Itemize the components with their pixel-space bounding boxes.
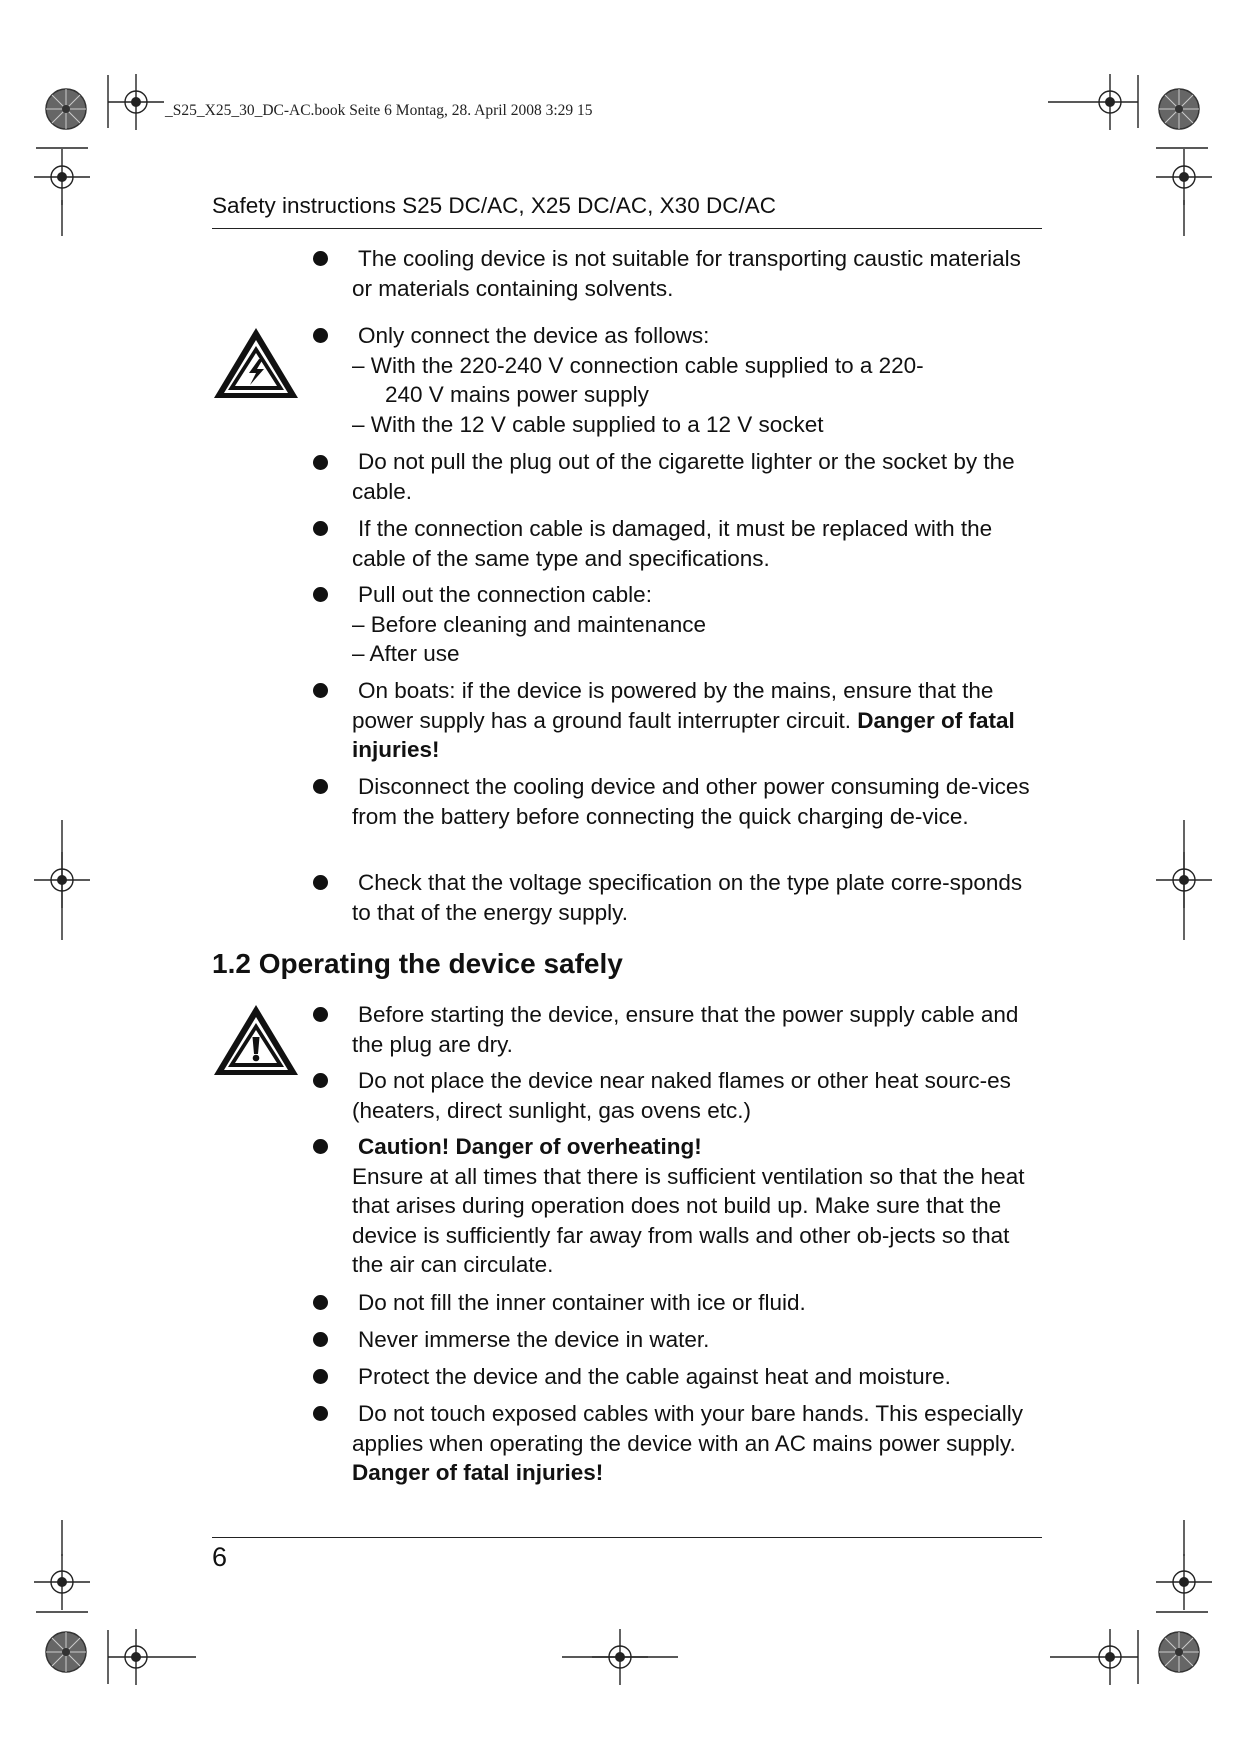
page-number: 6 xyxy=(212,1542,228,1572)
section-heading: 1.2 Operating the device safely xyxy=(212,948,623,979)
list-item: Protect the device and the cable against heat and moisture. xyxy=(358,1364,951,1389)
list-item: Do not place the device near naked flames or other heat sourc-es (heaters, direct sunlight, gas ovens etc.) xyxy=(352,1068,1011,1123)
list-item: Do not touch exposed cables with your bare hands. This especially applies when operating the device with an AC mains power supply. Danger of fatal injuries! xyxy=(352,1401,1023,1486)
running-header: Safety instructions S25 DC/AC, X25 DC/AC, X30 DC/AC xyxy=(212,193,776,218)
list-item: Never immerse the device in water. xyxy=(358,1327,710,1352)
list-item: Caution! Danger of overheating! Ensure at all times that there is sufficient ventilation so that the heat that arises during operation does not build up. Make sure that the device is sufficiently far away from walls and other ob-jects so that the air can circulate. xyxy=(352,1134,1025,1278)
list-item: On boats: if the device is powered by the mains, ensure that the power supply has a ground fault interrupter circuit. Danger of fatal injuries! xyxy=(352,678,1015,763)
print-info: _S25_X25_30_DC-AC.book Seite 6 Montag, 28. April 2008 3:29 15 xyxy=(165,102,593,119)
list-item: Before starting the device, ensure that the power supply cable and the plug are dry. xyxy=(352,1002,1019,1057)
list-item: Do not fill the inner container with ice or fluid. xyxy=(358,1290,806,1315)
list-item: Disconnect the cooling device and other power consuming de-vices from the battery before connecting the quick charging de-vice. xyxy=(352,774,1030,829)
list-item: Do not pull the plug out of the cigarette lighter or the socket by the cable. xyxy=(352,449,1015,504)
list-item: If the connection cable is damaged, it must be replaced with the cable of the same type and specifications. xyxy=(352,516,993,571)
list-item: The cooling device is not suitable for transporting caustic materials or materials containing solvents. xyxy=(352,246,1021,301)
list-item: Only connect the device as follows: – With the 220-240 V connection cable supplied to a 220- 240 V mains power supply – With the 12 V cable supplied to a 12 V socket xyxy=(352,323,924,437)
list-item: Check that the voltage specification on the type plate corre-sponds to that of the energy supply. xyxy=(352,870,1023,925)
list-item: Pull out the connection cable: – Before cleaning and maintenance – After use xyxy=(352,582,707,667)
